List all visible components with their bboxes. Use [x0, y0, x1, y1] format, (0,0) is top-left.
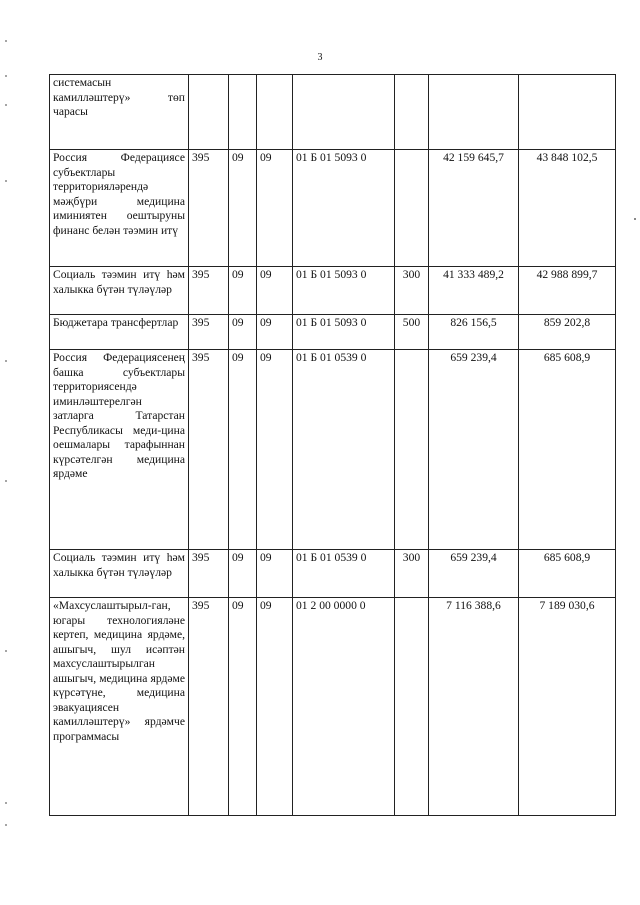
table-row — [50, 550, 616, 598]
row-name: Россия Федерациясе субъектлары территорияләрендә мәҗбүри медицина иминиятен оештыруны финанс белән тәэмин итү — [50, 150, 189, 267]
row-amount-2023: 659 239,4 — [429, 550, 519, 598]
row-name: Бюджетара трансфертлар — [50, 315, 189, 350]
table-row — [50, 75, 616, 150]
row-amount-2024: 859 202,8 — [519, 315, 616, 350]
row-subsection: 09 — [257, 350, 293, 550]
row-section: 09 — [229, 267, 257, 315]
row-section: 09 — [229, 598, 257, 816]
row-subsection: 09 — [257, 550, 293, 598]
row-target-article: 01 Б 01 5093 0 — [293, 315, 395, 350]
row-name: Социаль тәэмин итү һәм халыкка бүтән түләүләр — [50, 267, 189, 315]
table-row — [50, 598, 616, 816]
row-admin-code: 395 — [189, 315, 229, 350]
row-amount-2024: 42 988 899,7 — [519, 267, 616, 315]
row-amount-2023: 7 116 388,6 — [429, 598, 519, 816]
scan-mark-right — [634, 218, 636, 220]
row-amount-2024: 7 189 030,6 — [519, 598, 616, 816]
row-subsection: 09 — [257, 150, 293, 267]
row-amount-2024: 685 608,9 — [519, 550, 616, 598]
row-amount-2024: 685 608,9 — [519, 350, 616, 550]
row-expense-type: 300 — [395, 267, 429, 315]
row-expense-type: 500 — [395, 315, 429, 350]
row-subsection: 09 — [257, 267, 293, 315]
table-row — [50, 267, 616, 315]
row-section: 09 — [229, 550, 257, 598]
row-admin-code: 395 — [189, 267, 229, 315]
row-target-article: 01 Б 01 5093 0 — [293, 267, 395, 315]
row-section — [229, 75, 257, 150]
table-row — [50, 150, 616, 267]
row-section: 09 — [229, 350, 257, 550]
row-target-article — [293, 75, 395, 150]
row-section: 09 — [229, 315, 257, 350]
row-name: системасын камилләштерү» төп чарасы — [50, 75, 189, 150]
row-subsection: 09 — [257, 598, 293, 816]
row-expense-type: 300 — [395, 550, 429, 598]
table-row — [50, 315, 616, 350]
row-amount-2023 — [429, 75, 519, 150]
row-expense-type — [395, 75, 429, 150]
row-name: Социаль тәэмин итү һәм халыкка бүтән түләүләр — [50, 550, 189, 598]
row-name: Россия Федерациясенең башка субъектлары территориясендә иминләштерелгән затларга Татарстан Республикасы меди-цина оешмалары тарафыннан күрсәтелгән медицина ярдәме — [50, 350, 189, 550]
row-expense-type — [395, 350, 429, 550]
table-row — [50, 350, 616, 550]
row-amount-2023: 659 239,4 — [429, 350, 519, 550]
row-amount-2023: 42 159 645,7 — [429, 150, 519, 267]
row-target-article: 01 2 00 0000 0 — [293, 598, 395, 816]
row-expense-type — [395, 150, 429, 267]
row-amount-2023: 826 156,5 — [429, 315, 519, 350]
row-target-article: 01 Б 01 5093 0 — [293, 150, 395, 267]
page-number: 3 — [317, 52, 323, 63]
row-amount-2024: 43 848 102,5 — [519, 150, 616, 267]
row-admin-code — [189, 75, 229, 150]
budget-table — [49, 74, 616, 816]
row-expense-type — [395, 598, 429, 816]
row-target-article: 01 Б 01 0539 0 — [293, 350, 395, 550]
row-amount-2024 — [519, 75, 616, 150]
row-admin-code: 395 — [189, 550, 229, 598]
row-name: «Махсуслаштырыл-ган, югары технологияләне кертеп, медицина ярдәме, ашыгыч, шул исәптән махсуслаштырылган ашыгыч, медицина ярдәме күрсәтүне, медицина эвакуациясен камилләштерү» ярдәмче программасы — [50, 598, 189, 816]
row-admin-code: 395 — [189, 350, 229, 550]
row-section: 09 — [229, 150, 257, 267]
scan-margin-marks — [0, 0, 14, 905]
row-amount-2023: 41 333 489,2 — [429, 267, 519, 315]
row-subsection — [257, 75, 293, 150]
row-admin-code: 395 — [189, 150, 229, 267]
row-target-article: 01 Б 01 0539 0 — [293, 550, 395, 598]
row-subsection: 09 — [257, 315, 293, 350]
row-admin-code: 395 — [189, 598, 229, 816]
